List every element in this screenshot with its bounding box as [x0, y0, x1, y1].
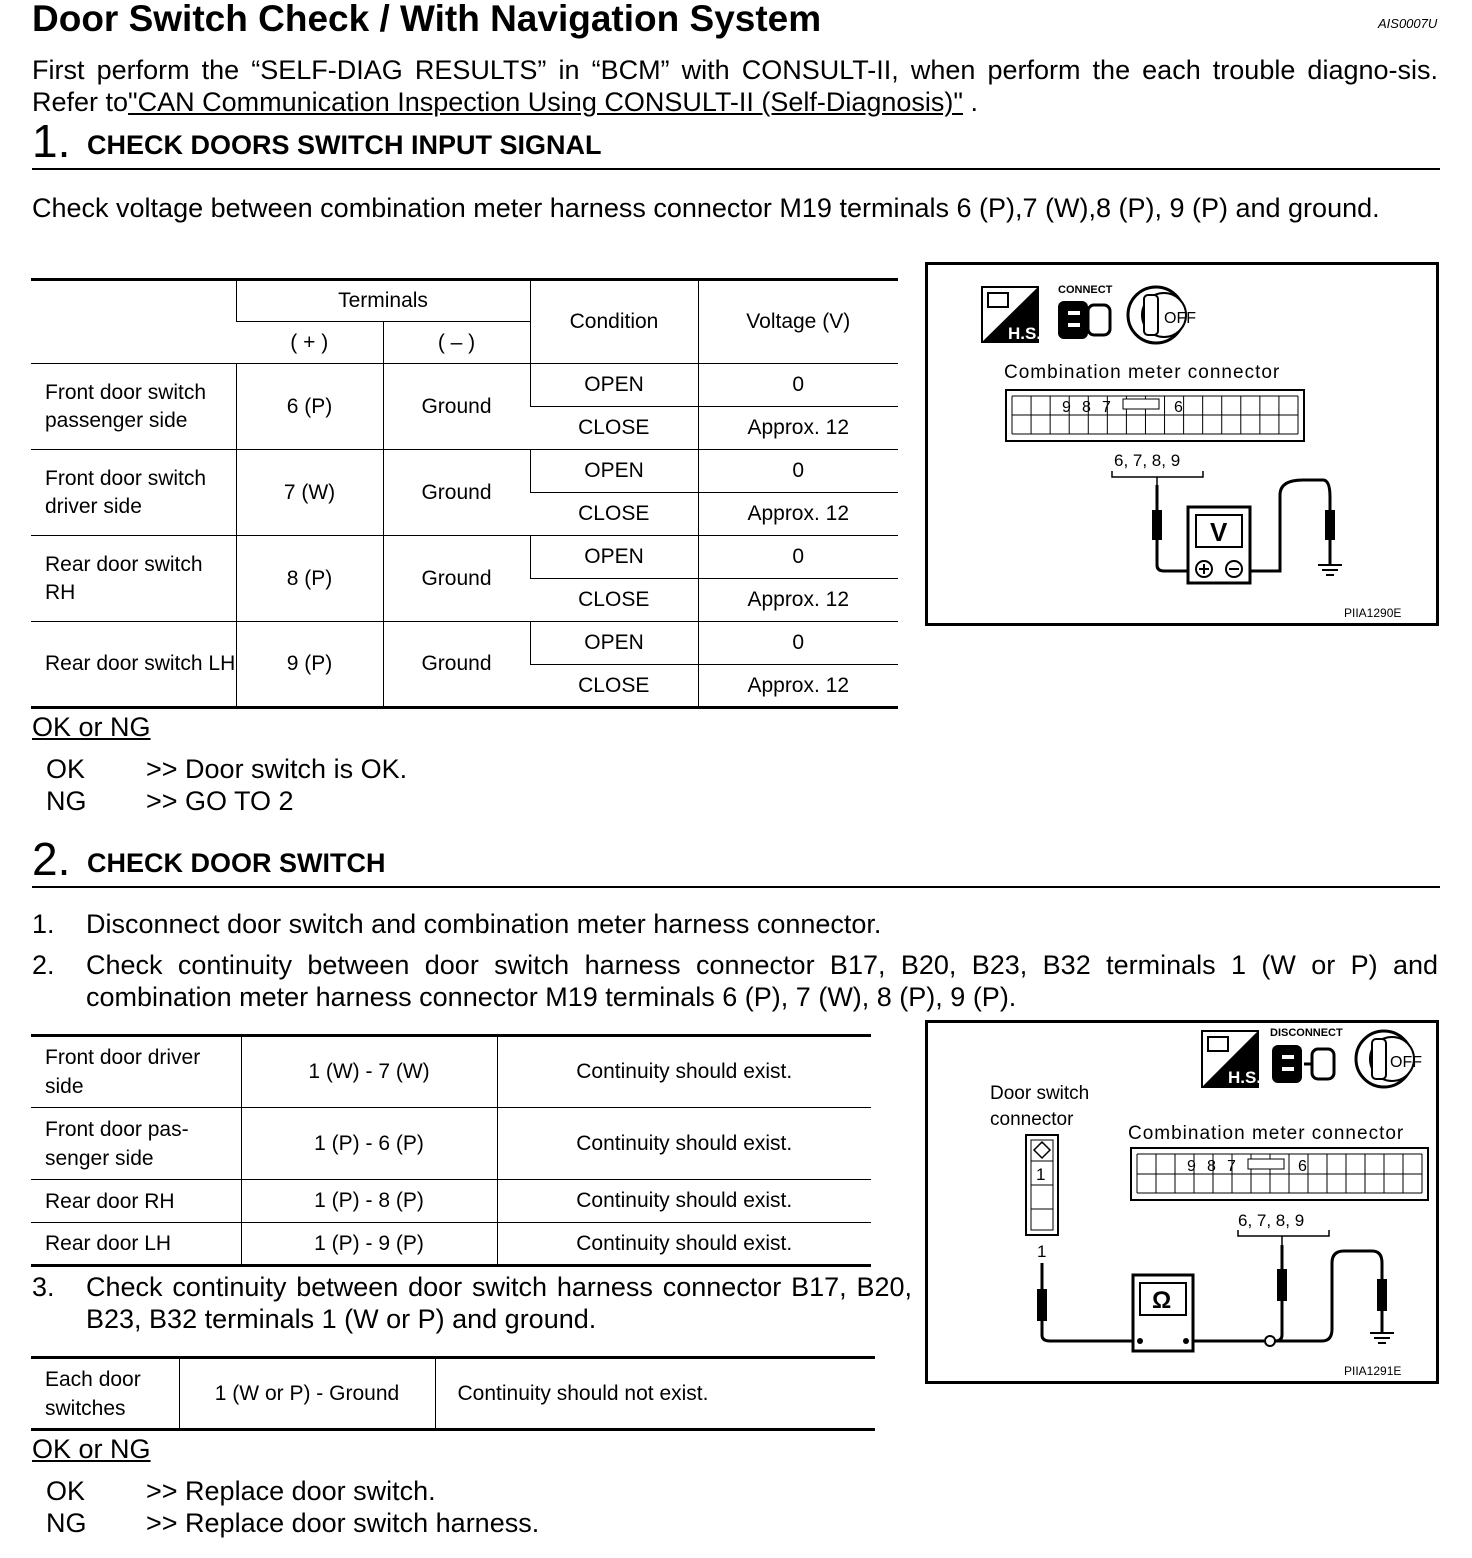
svg-text:DISCONNECT: DISCONNECT: [1270, 1027, 1343, 1039]
lead-label: 1: [1037, 1242, 1047, 1261]
svg-text:8: 8: [1082, 399, 1091, 416]
can-inspection-link[interactable]: "CAN Communication Inspection Using CONSULT-II (Self-Diagnosis)": [128, 87, 963, 117]
step1-number: 1.: [32, 115, 71, 167]
svg-text:9: 9: [1187, 1158, 1196, 1175]
header-minus: ( – ): [383, 322, 530, 364]
svg-text:7: 7: [1102, 399, 1111, 416]
intro-paragraph: [32, 54, 1438, 118]
row-minus: Ground: [383, 450, 530, 536]
row-condition: CLOSE: [530, 579, 698, 622]
voltage-table: [31, 278, 898, 709]
continuity-table: [31, 1034, 871, 1267]
svg-text:6: 6: [1174, 399, 1183, 416]
row-voltage: 0: [698, 536, 898, 579]
row-name: Each door switches: [45, 1367, 141, 1420]
document-id: AIS0007U: [1378, 16, 1438, 31]
ng-key: NG: [46, 786, 87, 816]
ignition-off-icon: [1356, 1031, 1422, 1087]
harness-side-icon: [982, 287, 1041, 343]
figure-code: PIIA1291E: [1344, 1364, 1402, 1378]
row-result: Continuity should exist.: [497, 1180, 871, 1223]
row-terminals: 1 (W) - 7 (W): [241, 1036, 497, 1108]
voltmeter-icon: [1188, 507, 1250, 583]
header-blank: [31, 280, 236, 364]
door-connector-label: Door switch connector: [990, 1083, 1090, 1130]
voltage-check-figure: [925, 262, 1439, 626]
row-result: Continuity should exist.: [497, 1108, 871, 1180]
combination-meter-connector: [1131, 1148, 1428, 1200]
step2-header: [32, 833, 1440, 888]
step1-ok-ng-title: OK or NG: [32, 712, 151, 742]
header-plus: ( + ): [236, 322, 383, 364]
list-item: 3. Check continuity between door switch harness connector B17, B20, B23, B32 terminals 1 (W or P) and ground.: [32, 1272, 912, 1334]
step1-label: CHECK DOORS SWITCH INPUT SIGNAL: [87, 130, 602, 160]
ng-key: NG: [46, 1508, 87, 1538]
svg-text:OFF: OFF: [1164, 310, 1196, 327]
step2-number: 2.: [32, 833, 71, 885]
row-condition: OPEN: [530, 536, 698, 579]
row-plus: 8 (P): [236, 536, 383, 622]
svg-text:CONNECT: CONNECT: [1058, 284, 1113, 296]
row-terminals: 1 (P) - 6 (P): [241, 1108, 497, 1180]
row-condition: OPEN: [530, 364, 698, 407]
row-voltage: Approx. 12: [698, 665, 898, 708]
row-condition: OPEN: [530, 622, 698, 665]
row-voltage: Approx. 12: [698, 407, 898, 450]
svg-text:7: 7: [1227, 1158, 1236, 1175]
header-voltage: Voltage (V): [698, 280, 898, 364]
ignition-off-icon: [1128, 287, 1196, 343]
intro-end: .: [963, 87, 979, 117]
disconnect-icon: [1270, 1027, 1343, 1083]
ohmmeter-probes: [1037, 1245, 1394, 1346]
ohmmeter-icon: [1133, 1275, 1193, 1351]
step1-header: [32, 115, 1440, 170]
row-terminals: 1 (P) - 8 (P): [241, 1180, 497, 1223]
combination-meter-connector: [1006, 390, 1304, 441]
ok-text: >> Door switch is OK.: [146, 754, 408, 784]
row-terminals: 1 (P) - 9 (P): [241, 1223, 497, 1266]
page-title: Door Switch Check / With Navigation System: [32, 0, 822, 39]
step1-ng-row: [46, 786, 546, 818]
row-voltage: Approx. 12: [698, 493, 898, 536]
row-minus: Ground: [383, 536, 530, 622]
row-voltage: 0: [698, 450, 898, 493]
ok-text: >> Replace door switch.: [146, 1476, 436, 1506]
svg-text:8: 8: [1207, 1158, 1216, 1175]
row-condition: CLOSE: [530, 493, 698, 536]
intro-text: First perform the “SELF-DIAG RESULTS” in “BCM” with CONSULT-II, when perform the each trouble diagno-sis. Refer to: [32, 55, 1438, 117]
row-plus: 9 (P): [236, 622, 383, 708]
step2-ok-ng-title: OK or NG: [32, 1434, 151, 1464]
row-name: Front door driver side: [31, 1036, 241, 1108]
list-item: 1. Disconnect door switch and combination meter harness connector.: [32, 909, 882, 939]
row-name: Front door switch driver side: [31, 450, 236, 536]
row-minus: Ground: [383, 622, 530, 708]
header-terminals: Terminals: [236, 280, 530, 322]
row-plus: 7 (W): [236, 450, 383, 536]
step1-ok-row: [46, 754, 546, 786]
row-minus: Ground: [383, 364, 530, 450]
row-name: Rear door LH: [45, 1232, 172, 1255]
row-result: Continuity should not exist.: [435, 1358, 875, 1430]
ground-continuity-table: [31, 1356, 875, 1431]
svg-text:Ω: Ω: [1152, 1287, 1172, 1314]
terminals-label: 6, 7, 8, 9: [1238, 1211, 1305, 1230]
step2-ok-row: [46, 1476, 646, 1508]
connect-icon: [1058, 284, 1113, 339]
svg-text:6: 6: [1298, 1158, 1307, 1175]
harness-side-icon: [1202, 1031, 1261, 1087]
header-condition: Condition: [530, 280, 698, 364]
connector-label: Combination meter connector: [1128, 1123, 1405, 1144]
row-result: Continuity should exist.: [497, 1223, 871, 1266]
connector-label: Combination meter connector: [1004, 362, 1281, 383]
row-name: Rear door RH: [31, 1180, 241, 1223]
svg-text:1: 1: [1036, 1165, 1046, 1184]
ng-text: >> GO TO 2: [146, 786, 294, 816]
row-voltage: Approx. 12: [698, 579, 898, 622]
row-plus: 6 (P): [236, 364, 383, 450]
row-name: Front door pas-senger side: [31, 1108, 241, 1180]
svg-text:9: 9: [1062, 399, 1071, 416]
row-voltage: 0: [698, 622, 898, 665]
row-condition: CLOSE: [530, 665, 698, 708]
ng-text: >> Replace door switch harness.: [146, 1508, 540, 1538]
ok-key: OK: [46, 1476, 86, 1506]
row-name: Front door switch passenger side: [31, 364, 236, 450]
row-name: Rear door switch RH: [31, 536, 236, 622]
svg-text:V: V: [1210, 517, 1228, 547]
figure-code: PIIA1290E: [1344, 606, 1402, 620]
terminals-label: 6, 7, 8, 9: [1114, 451, 1181, 470]
step2-ng-row: [46, 1508, 646, 1540]
row-result: Continuity should exist.: [497, 1036, 871, 1108]
svg-text:H.S.: H.S.: [1008, 324, 1042, 343]
door-switch-connector: [1026, 1135, 1058, 1235]
row-voltage: 0: [698, 364, 898, 407]
svg-text:H.S.: H.S.: [1228, 1068, 1262, 1087]
step1-instruction: Check voltage between combination meter harness connector M19 terminals 6 (P),7 (W),8 (P), 9 (P) and ground.: [32, 193, 1380, 223]
svg-text:OFF: OFF: [1390, 1054, 1422, 1071]
step2-label: CHECK DOOR SWITCH: [87, 848, 386, 878]
row-name: Rear door switch LH: [31, 622, 236, 708]
row-condition: CLOSE: [530, 407, 698, 450]
row-condition: OPEN: [530, 450, 698, 493]
row-terminals: 1 (W or P) - Ground: [179, 1358, 435, 1430]
continuity-check-figure: [925, 1020, 1439, 1384]
list-item: 2. Check continuity between door switch harness connector B17, B20, B23, B32 terminals 1 (W or P) and combination meter harness connector M19 terminals 6 (P), 7 (W), 8 (P), 9 (P).: [32, 950, 1438, 1012]
ok-key: OK: [46, 754, 86, 784]
